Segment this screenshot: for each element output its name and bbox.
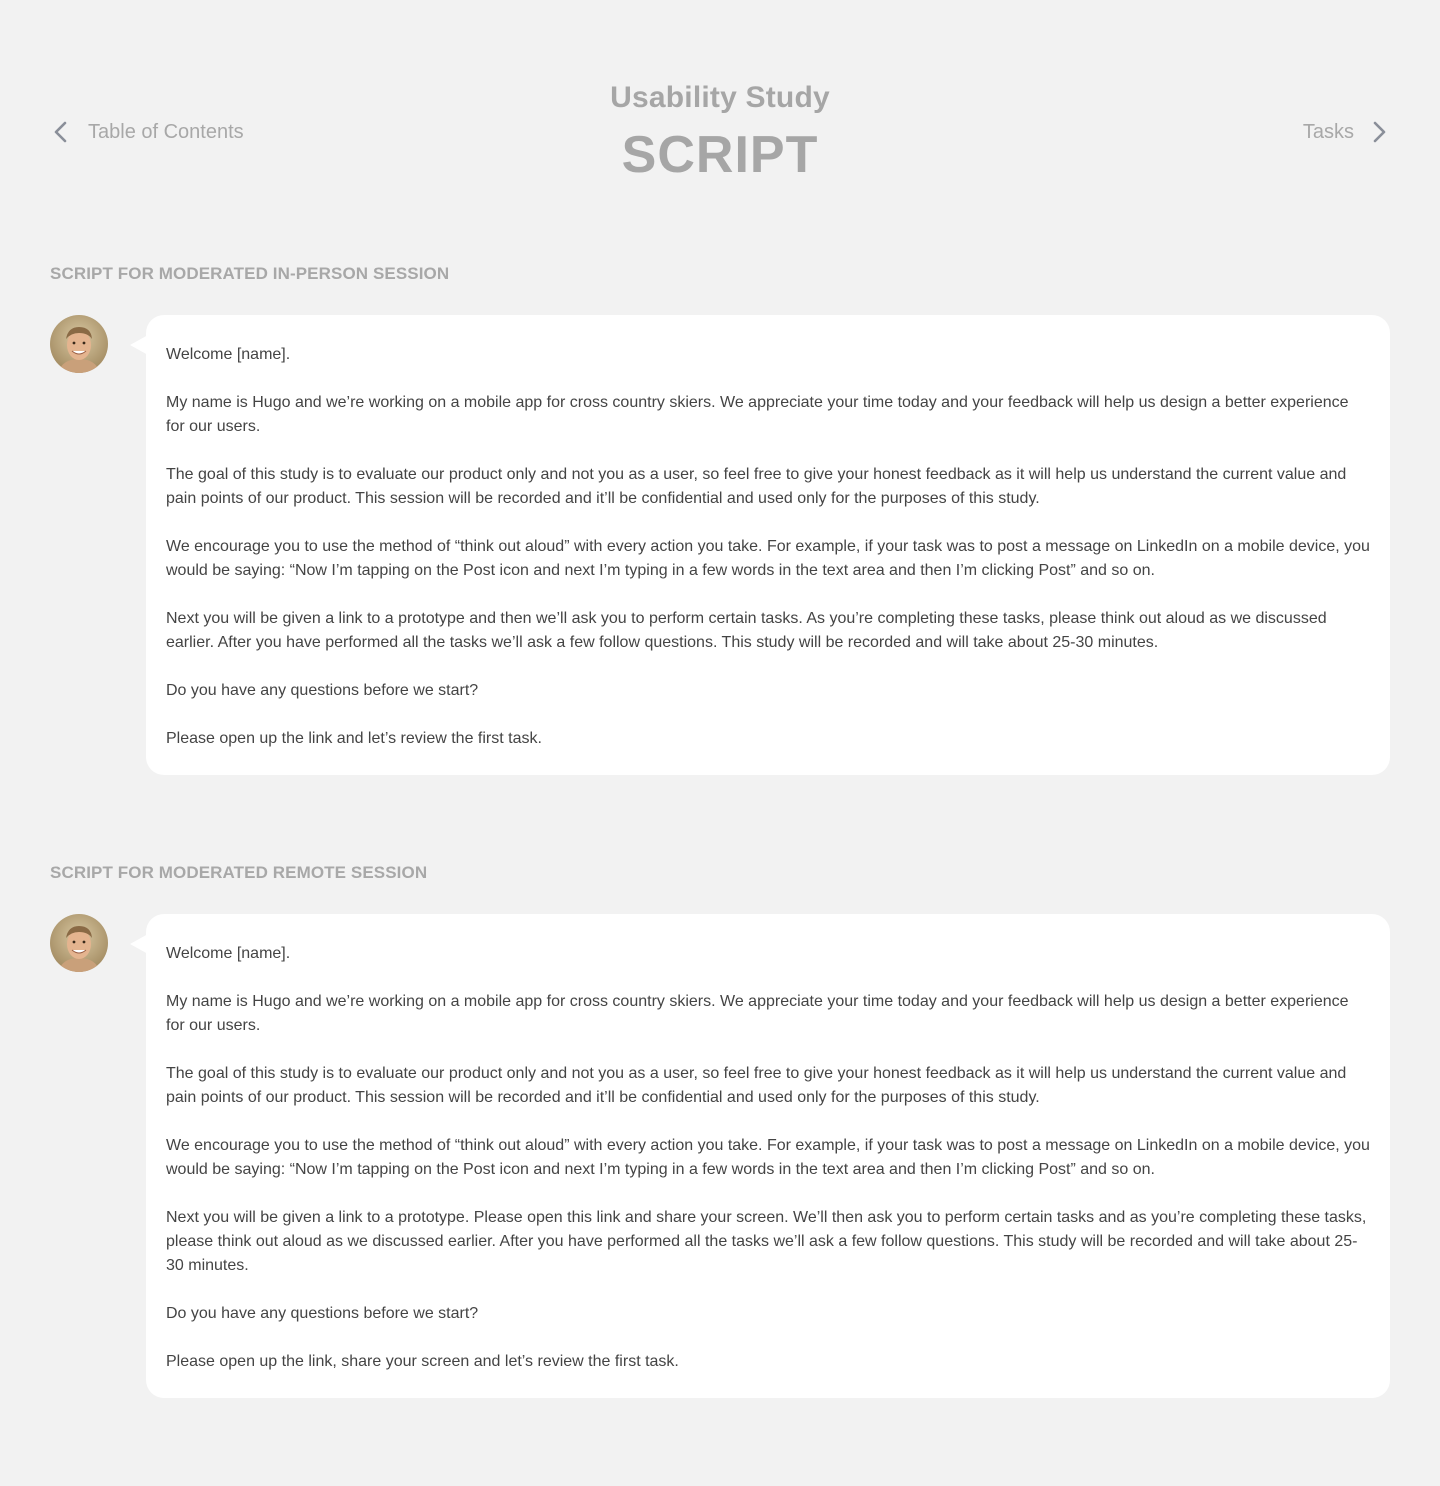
script-paragraph: We encourage you to use the method of “think out aloud” with every action you take. For example, if your task was to post a message on LinkedIn on a mobile device, you would be saying: “Now I’m tapping on the Post icon and next I’m typing in a few words in the text area and then I’m clicking Post” and so on.: [166, 1137, 1370, 1178]
script-paragraph: Welcome [name].: [166, 945, 291, 962]
script-paragraph: We encourage you to use the method of “think out aloud” with every action you take. For example, if your task was to post a message on LinkedIn on a mobile device, you would be saying: “Now I’m tapping on the Post icon and next I’m typing in a few words in the text area and then I’m clicking Post” and so on.: [166, 538, 1370, 579]
script-paragraph: Do you have any questions before we start?: [166, 1305, 479, 1322]
script-paragraph: Welcome [name].: [166, 346, 291, 363]
next-nav-link[interactable]: [1303, 116, 1390, 148]
script-paragraph: Please open up the link, share your screen and let’s review the first task.: [166, 1353, 679, 1370]
section-heading-remote: SCRIPT FOR MODERATED REMOTE SESSION: [50, 863, 428, 882]
script-paragraph: The goal of this study is to evaluate our product only and not you as a user, so feel free to give your honest feedback as it will help us understand the current value and pain points of our product. This session will be recorded and it’ll be confidential and used only for the purposes of this study.: [166, 466, 1347, 507]
script-bubble-remote: [146, 914, 1390, 1398]
script-paragraph: Next you will be given a link to a prototype and then we’ll ask you to perform certain tasks. As you’re completing these tasks, please think out aloud as we discussed earlier. After you have performed all the tasks we’ll ask a few follow questions. This study will be recorded and will take about 25-30 minutes.: [166, 610, 1327, 651]
script-bubble-in-person: [146, 315, 1390, 775]
avatar: [50, 914, 108, 972]
avatar: [50, 315, 108, 373]
script-paragraph: My name is Hugo and we’re working on a mobile app for cross country skiers. We appreciate your time today and your feedback will help us design a better experience for our users.: [166, 394, 1349, 435]
next-nav-label: Tasks: [1302, 120, 1354, 143]
prev-nav-label: Table of Contents: [88, 120, 244, 143]
page-title: SCRIPT: [621, 126, 819, 184]
script-paragraph: Do you have any questions before we start?: [166, 682, 479, 699]
script-paragraph: Please open up the link and let’s review the first task.: [166, 730, 542, 747]
title-block: [0, 78, 1440, 184]
script-paragraph: Next you will be given a link to a prototype. Please open this link and share your screen. We’ll then ask you to perform certain tasks and as you’re completing these tasks, please think out aloud as we discussed earlier. After you have performed all the tasks we’ll ask a few follow questions. This study will be recorded and will take about 25-30 minutes.: [166, 1209, 1367, 1274]
page-subtitle: Usability Study: [610, 81, 830, 114]
page-header: [0, 0, 1440, 200]
script-paragraph: The goal of this study is to evaluate our product only and not you as a user, so feel free to give your honest feedback as it will help us understand the current value and pain points of our product. This session will be recorded and it’ll be confidential and used only for the purposes of this study.: [166, 1065, 1347, 1106]
section-heading-in-person: SCRIPT FOR MODERATED IN-PERSON SESSION: [50, 264, 450, 283]
script-paragraph: My name is Hugo and we’re working on a mobile app for cross country skiers. We appreciate your time today and your feedback will help us design a better experience for our users.: [166, 993, 1349, 1034]
chevron-right-icon: [1368, 119, 1390, 145]
